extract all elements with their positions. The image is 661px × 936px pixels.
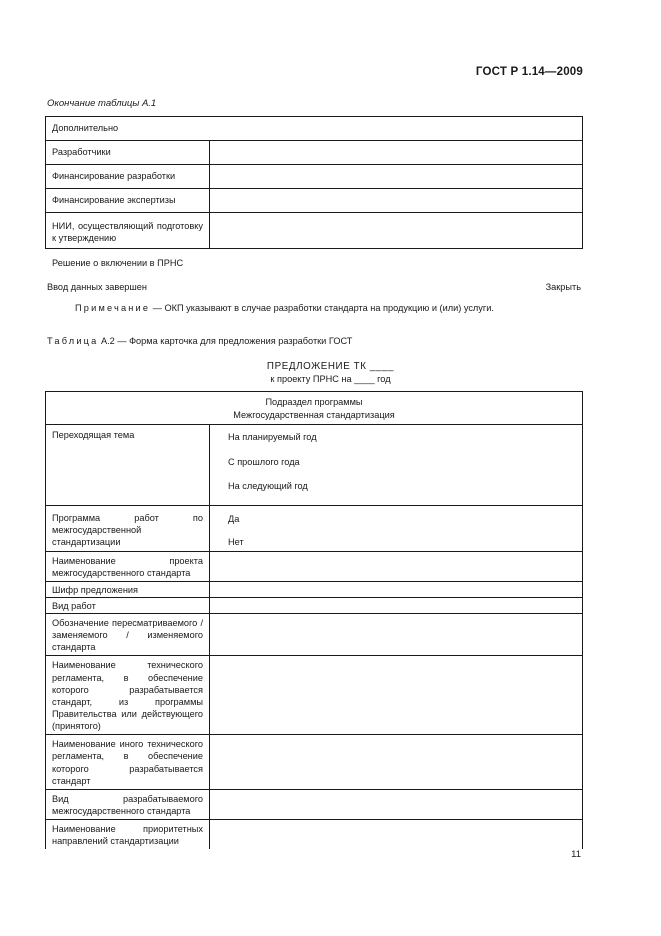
input-done-label: Ввод данных завершен (47, 282, 147, 292)
option-next-year: На следующий год (228, 480, 308, 491)
option-planned-year: На планируемый год (228, 431, 317, 442)
page-number: 11 (571, 849, 581, 860)
table-row (46, 656, 583, 735)
table-row (46, 392, 583, 425)
table-cell-empty (210, 820, 583, 850)
table-cell: Наименование технического регламента, в обеспечение которого разрабатывается стандарт, из программы Правительства или действующего (принятого) (46, 656, 210, 735)
note-label: Примечание (75, 303, 151, 313)
table-a1-caption: Окончание таблицы А.1 (47, 98, 157, 109)
table-cell: Обозначение пересматриваемого / заменяемого / изменяемого стандарта (46, 614, 210, 656)
table-cell: Шифр предложения (46, 582, 210, 598)
table-cell-empty (210, 789, 583, 819)
table-cell: Вид разрабатываемого межгосударственного стандарта (46, 789, 210, 819)
table-cell-empty (210, 165, 583, 189)
table-cell-empty (210, 598, 583, 614)
table-a2-caption-text: А.2 — Форма карточка для предложения разработки ГОСТ (98, 336, 353, 346)
table-cell: Финансирование экспертизы (46, 189, 210, 213)
table-cell: Разработчики (46, 141, 210, 165)
subsection-title: Подраздел программы (265, 397, 363, 407)
table-cell: Программа работ по межгосударственной стандартизации (46, 505, 210, 551)
table-cell-options (210, 424, 583, 505)
table-cell-empty (210, 141, 583, 165)
table-row (46, 551, 583, 581)
option-previous-year: С прошлого года (228, 456, 300, 467)
table-a2-caption (47, 336, 352, 346)
table-row (46, 141, 583, 165)
subsection-name: Межгосударственная стандартизация (233, 409, 395, 420)
table-row (46, 165, 583, 189)
table-row (46, 213, 583, 249)
table-cell: Вид работ (46, 598, 210, 614)
table-cell-empty (210, 735, 583, 790)
table-row (46, 598, 583, 614)
table-row (46, 424, 583, 505)
table-cell-empty (210, 213, 583, 249)
table-cell: Переходящая тема (46, 424, 210, 505)
table-cell: Дополнительно (46, 117, 583, 141)
table-cell: Наименование проекта межгосударственного стандарта (46, 551, 210, 581)
table-cell: Финансирование разработки (46, 165, 210, 189)
document-code-header: ГОСТ Р 1.14—2009 (475, 66, 583, 78)
table-a2 (45, 391, 583, 849)
table-cell-options (210, 505, 583, 551)
table-row (46, 789, 583, 819)
table-row (46, 582, 583, 598)
proposal-subtitle: к проекту ПРНС на ____ год (270, 374, 391, 384)
table-cell: НИИ, осуществляющий подготовку к утверждению (46, 213, 210, 249)
note-text: — ОКП указывают в случае разработки стандарта на продукцию и (или) услуги. (150, 303, 494, 313)
table-cell-subsection (46, 392, 583, 425)
table-row (46, 505, 583, 551)
table-cell-empty (210, 551, 583, 581)
table-row (46, 735, 583, 790)
table-a1 (45, 116, 583, 249)
table-row (46, 820, 583, 850)
option-no: Нет (228, 536, 244, 547)
table-cell: Наименование иного технического регламента, в обеспечение которого разрабатывается стандарт (46, 735, 210, 790)
table-cell-empty (210, 582, 583, 598)
table-cell: Наименование приоритетных направлений стандартизации (46, 820, 210, 850)
table-cell-empty (210, 189, 583, 213)
table-row (46, 614, 583, 656)
table-a2-caption-label: Таблица (47, 336, 99, 346)
close-label: Закрыть (545, 282, 581, 292)
proposal-title: ПРЕДЛОЖЕНИЕ ТК ____ (266, 361, 395, 372)
table-row (46, 117, 583, 141)
table-cell-empty (210, 614, 583, 656)
decision-label: Решение о включении в ПРНС (52, 258, 184, 268)
table-row (46, 189, 583, 213)
option-yes: Да (228, 513, 240, 524)
table-cell-empty (210, 656, 583, 735)
note (75, 303, 494, 313)
